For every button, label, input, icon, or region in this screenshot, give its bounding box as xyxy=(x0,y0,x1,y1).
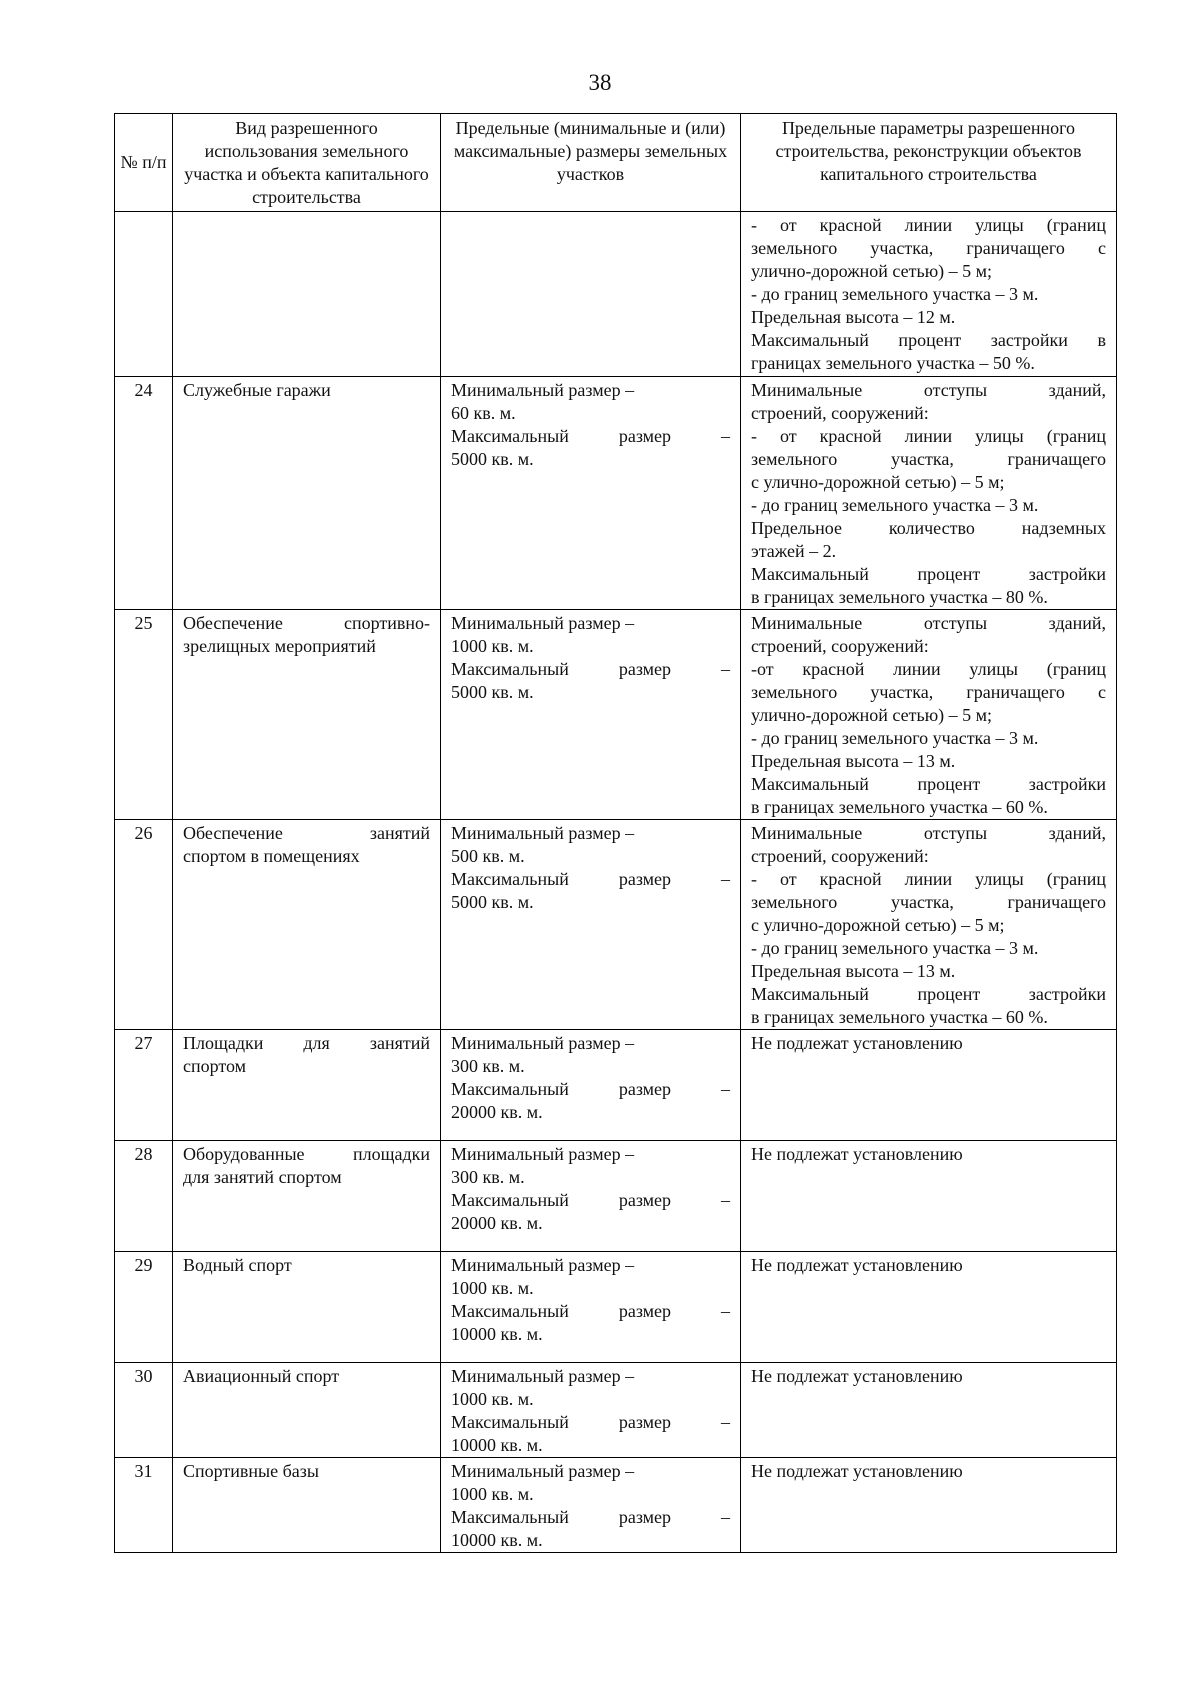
use-type-cell-line: спортом xyxy=(183,1056,247,1076)
building-params-cell-line: Предельная высота – 13 м. xyxy=(751,961,956,981)
plot-sizes-cell-line: Максимальный размер – xyxy=(451,659,730,679)
building-params-cell-line: Максимальный процент застройки в xyxy=(751,330,1106,350)
plot-sizes-cell xyxy=(441,1363,741,1458)
table-row xyxy=(115,1458,1117,1553)
table-row xyxy=(115,610,1117,820)
building-params-cell-line: - до границ земельного участка – 3 м. xyxy=(751,728,1039,748)
plot-sizes-cell-line: Максимальный размер – xyxy=(451,1301,730,1321)
header-plot-sizes: Предельные (минимальные и (или) максимальные) размеры земельных участков xyxy=(441,114,741,212)
page-number: 38 xyxy=(588,70,612,95)
header-use-type: Вид разрешенного использования земельного участка и объекта капитального строительства xyxy=(173,114,441,212)
plot-sizes-cell-line: 10000 кв. м. xyxy=(451,1324,543,1344)
building-params-cell xyxy=(741,1030,1117,1141)
building-params-cell-line: Минимальные отступы зданий, xyxy=(751,613,1106,633)
building-params-cell-line: Минимальные отступы зданий, xyxy=(751,823,1106,843)
row-number: 31 xyxy=(115,1458,173,1553)
use-type-cell-line: для занятий спортом xyxy=(183,1167,342,1187)
building-params-cell-line: Не подлежат установлению xyxy=(751,1144,963,1164)
use-type-cell xyxy=(173,1363,441,1458)
building-params-cell-line: - от красной линии улицы (границ xyxy=(751,426,1106,446)
building-params-cell-line: Предельная высота – 13 м. xyxy=(751,751,956,771)
plot-sizes-cell-line: Минимальный размер – xyxy=(451,1255,635,1275)
use-type-cell-line: Оборудованные площадки xyxy=(183,1144,430,1164)
building-params-cell xyxy=(741,212,1117,377)
use-type-cell xyxy=(173,820,441,1030)
row-number xyxy=(115,212,173,377)
plot-sizes-cell xyxy=(441,1252,741,1363)
plot-sizes-cell-line: Минимальный размер – xyxy=(451,1366,635,1386)
use-type-cell xyxy=(173,1458,441,1553)
building-params-cell-line: земельного участка, граничащего xyxy=(751,449,1106,469)
plot-sizes-cell-line: Максимальный размер – xyxy=(451,1507,730,1527)
building-params-cell-line: Максимальный процент застройки xyxy=(751,984,1106,1004)
building-params-cell-line: Максимальный процент застройки xyxy=(751,564,1106,584)
row-number: 29 xyxy=(115,1252,173,1363)
plot-sizes-cell-line: Максимальный размер – xyxy=(451,426,730,446)
building-params-cell-line: строений, сооружений: xyxy=(751,636,929,656)
building-params-cell-line: Предельное количество надземных xyxy=(751,518,1106,538)
table-header-row xyxy=(115,114,1117,212)
plot-sizes-cell-line: 20000 кв. м. xyxy=(451,1213,543,1233)
use-type-cell-line: Обеспечение спортивно- xyxy=(183,613,430,633)
row-number: 30 xyxy=(115,1363,173,1458)
plot-sizes-cell-line: Минимальный размер – xyxy=(451,1033,635,1053)
use-type-cell-line: спортом в помещениях xyxy=(183,846,360,866)
building-params-cell xyxy=(741,1252,1117,1363)
plot-sizes-cell-line: Минимальный размер – xyxy=(451,823,635,843)
plot-sizes-cell-line: 300 кв. м. xyxy=(451,1167,525,1187)
row-number: 28 xyxy=(115,1141,173,1252)
header-building-params: Предельные параметры разрешенного строительства, реконструкции объектов капитального строительства xyxy=(741,114,1117,212)
building-params-cell-line: строений, сооружений: xyxy=(751,403,929,423)
building-params-cell-line: - от красной линии улицы (границ xyxy=(751,215,1106,235)
plot-sizes-cell-line: Минимальный размер – xyxy=(451,1144,635,1164)
plot-sizes-cell xyxy=(441,1458,741,1553)
building-params-cell xyxy=(741,1363,1117,1458)
building-params-cell xyxy=(741,820,1117,1030)
building-params-cell xyxy=(741,377,1117,610)
plot-sizes-cell-line: 1000 кв. м. xyxy=(451,1278,534,1298)
building-params-cell-line: с улично-дорожной сетью) – 5 м; xyxy=(751,915,1005,935)
building-params-cell-line: Предельная высота – 12 м. xyxy=(751,307,956,327)
table-row xyxy=(115,1141,1117,1252)
plot-sizes-cell-line: Минимальный размер – xyxy=(451,380,635,400)
table-row xyxy=(115,1252,1117,1363)
table-row xyxy=(115,1363,1117,1458)
zoning-table xyxy=(114,113,1117,1553)
plot-sizes-cell xyxy=(441,377,741,610)
header-number: № п/п xyxy=(115,114,173,212)
building-params-cell-line: в границах земельного участка – 60 %. xyxy=(751,797,1048,817)
building-params-cell xyxy=(741,1141,1117,1252)
building-params-cell-line: улично-дорожной сетью) – 5 м; xyxy=(751,705,993,725)
plot-sizes-cell-line: 5000 кв. м. xyxy=(451,449,534,469)
building-params-cell xyxy=(741,610,1117,820)
building-params-cell-line: границах земельного участка – 50 %. xyxy=(751,353,1035,373)
plot-sizes-cell xyxy=(441,212,741,377)
building-params-cell-line: Максимальный процент застройки xyxy=(751,774,1106,794)
plot-sizes-cell-line: 1000 кв. м. xyxy=(451,636,534,656)
building-params-cell-line: земельного участка, граничащего xyxy=(751,892,1106,912)
building-params-cell-line: земельного участка, граничащего с xyxy=(751,238,1106,258)
building-params-cell-line: Не подлежат установлению xyxy=(751,1033,963,1053)
plot-sizes-cell-line: 5000 кв. м. xyxy=(451,892,534,912)
use-type-cell-line: Спортивные базы xyxy=(183,1461,319,1481)
building-params-cell-line: в границах земельного участка – 80 %. xyxy=(751,587,1048,607)
use-type-cell-line: Площадки для занятий xyxy=(183,1033,430,1053)
row-number: 27 xyxy=(115,1030,173,1141)
table-body xyxy=(115,212,1117,1553)
plot-sizes-cell xyxy=(441,820,741,1030)
building-params-cell-line: - до границ земельного участка – 3 м. xyxy=(751,495,1039,515)
building-params-cell-line: - до границ земельного участка – 3 м. xyxy=(751,284,1039,304)
use-type-cell xyxy=(173,1141,441,1252)
use-type-cell xyxy=(173,212,441,377)
row-number: 25 xyxy=(115,610,173,820)
use-type-cell xyxy=(173,377,441,610)
table-row xyxy=(115,820,1117,1030)
plot-sizes-cell-line: Минимальный размер – xyxy=(451,613,635,633)
plot-sizes-cell-line: Максимальный размер – xyxy=(451,869,730,889)
building-params-cell-line: -от красной линии улицы (границ xyxy=(751,659,1106,679)
plot-sizes-cell-line: 1000 кв. м. xyxy=(451,1484,534,1504)
plot-sizes-cell xyxy=(441,1030,741,1141)
plot-sizes-cell xyxy=(441,1141,741,1252)
row-number: 26 xyxy=(115,820,173,1030)
plot-sizes-cell-line: 10000 кв. м. xyxy=(451,1530,543,1550)
plot-sizes-cell-line: 5000 кв. м. xyxy=(451,682,534,702)
plot-sizes-cell-line: 10000 кв. м. xyxy=(451,1435,543,1455)
plot-sizes-cell-line: 500 кв. м. xyxy=(451,846,525,866)
table-row xyxy=(115,212,1117,377)
plot-sizes-cell-line: Максимальный размер – xyxy=(451,1079,730,1099)
table-row xyxy=(115,377,1117,610)
building-params-cell-line: в границах земельного участка – 60 %. xyxy=(751,1007,1048,1027)
building-params-cell xyxy=(741,1458,1117,1553)
use-type-cell-line: Водный спорт xyxy=(183,1255,292,1275)
building-params-cell-line: улично-дорожной сетью) – 5 м; xyxy=(751,261,993,281)
building-params-cell-line: - до границ земельного участка – 3 м. xyxy=(751,938,1039,958)
plot-sizes-cell-line: Максимальный размер – xyxy=(451,1412,730,1432)
plot-sizes-cell-line: 20000 кв. м. xyxy=(451,1102,543,1122)
building-params-cell-line: земельного участка, граничащего с xyxy=(751,682,1106,702)
use-type-cell xyxy=(173,610,441,820)
plot-sizes-cell xyxy=(441,610,741,820)
use-type-cell-line: зрелищных мероприятий xyxy=(183,636,376,656)
plot-sizes-cell-line: 1000 кв. м. xyxy=(451,1389,534,1409)
building-params-cell-line: с улично-дорожной сетью) – 5 м; xyxy=(751,472,1005,492)
use-type-cell-line: Служебные гаражи xyxy=(183,380,331,400)
table-row xyxy=(115,1030,1117,1141)
building-params-cell-line: Минимальные отступы зданий, xyxy=(751,380,1106,400)
use-type-cell-line: Авиационный спорт xyxy=(183,1366,340,1386)
building-params-cell-line: этажей – 2. xyxy=(751,541,837,561)
use-type-cell xyxy=(173,1030,441,1141)
row-number: 24 xyxy=(115,377,173,610)
building-params-cell-line: - от красной линии улицы (границ xyxy=(751,869,1106,889)
building-params-cell-line: Не подлежат установлению xyxy=(751,1461,963,1481)
building-params-cell-line: строений, сооружений: xyxy=(751,846,929,866)
use-type-cell-line: Обеспечение занятий xyxy=(183,823,430,843)
plot-sizes-cell-line: 60 кв. м. xyxy=(451,403,516,423)
plot-sizes-cell-line: 300 кв. м. xyxy=(451,1056,525,1076)
building-params-cell-line: Не подлежат установлению xyxy=(751,1255,963,1275)
plot-sizes-cell-line: Минимальный размер – xyxy=(451,1461,635,1481)
building-params-cell-line: Не подлежат установлению xyxy=(751,1366,963,1386)
plot-sizes-cell-line: Максимальный размер – xyxy=(451,1190,730,1210)
use-type-cell xyxy=(173,1252,441,1363)
